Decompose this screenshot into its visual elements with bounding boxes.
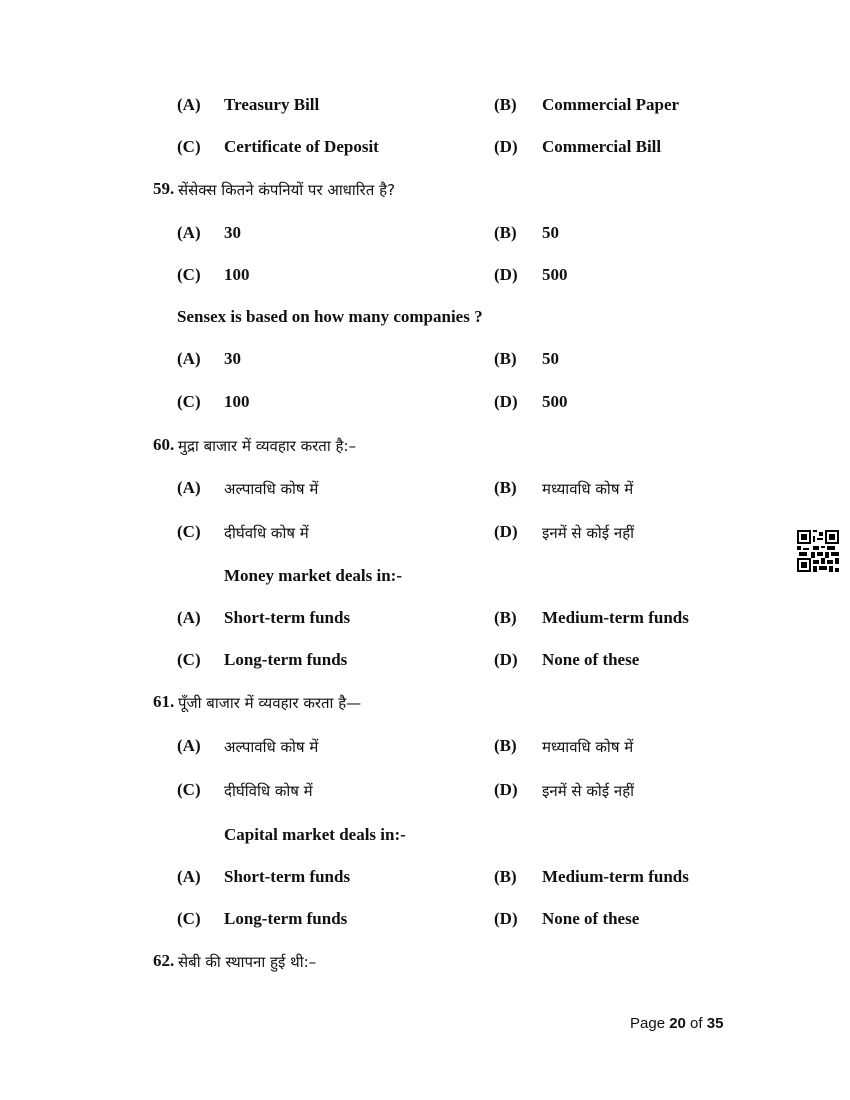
text-row-13-item-2: (D) xyxy=(494,650,518,669)
text-row-2-item-0: 59. xyxy=(153,179,175,198)
text-row-4-item-0: (C) xyxy=(177,265,201,284)
text-row-0-item-3: Commercial Paper xyxy=(542,95,680,114)
text-row-18-item-3: Medium-term funds xyxy=(542,867,689,886)
text-row-7-item-0: (C) xyxy=(177,392,201,411)
text-row-1-item-3: Commercial Bill xyxy=(542,137,662,156)
text-row-10-item-3: इनमें से कोई नहीं xyxy=(542,524,635,542)
text-row-1-item-1: Certificate of Deposit xyxy=(224,137,379,156)
text-row-19-item-3: None of these xyxy=(542,909,640,928)
text-row-1-item-2: (D) xyxy=(494,137,518,156)
text-row-0-item-1: Treasury Bill xyxy=(224,95,320,114)
text-row-0-item-0: (A) xyxy=(177,95,201,114)
text-row-9-item-2: (B) xyxy=(494,478,517,497)
text-row-15-item-1: अल्पावधि कोष में xyxy=(224,738,319,756)
text-row-8-item-1: मुद्रा बाजार में व्यवहार करता है:– xyxy=(178,437,356,455)
text-row-18-item-1: Short-term funds xyxy=(224,867,351,886)
text-row-2-item-1: सेंसेक्स कितने कंपनियों पर आधारित है? xyxy=(178,181,396,199)
text-row-12-item-3: Medium-term funds xyxy=(542,608,689,627)
text-row-5-item-0: Sensex is based on how many companies ? xyxy=(177,307,483,326)
text-row-9-item-1: अल्पावधि कोष में xyxy=(224,480,319,498)
text-row-4-item-1: 100 xyxy=(224,265,250,284)
text-row-17-item-0: Capital market deals in:- xyxy=(224,825,406,844)
text-row-15-item-0: (A) xyxy=(177,736,201,755)
text-row-20-item-1: सेबी की स्थापना हुई थी:– xyxy=(178,953,317,971)
text-row-10-item-0: (C) xyxy=(177,522,201,541)
text-row-19-item-2: (D) xyxy=(494,909,518,928)
text-row-15-item-2: (B) xyxy=(494,736,517,755)
text-row-16-item-0: (C) xyxy=(177,780,201,799)
text-row-11-item-0: Money market deals in:- xyxy=(224,566,403,585)
text-row-16-item-3: इनमें से कोई नहीं xyxy=(542,782,635,800)
text-row-8-item-0: 60. xyxy=(153,435,175,454)
page-total: 35 xyxy=(706,1015,724,1032)
text-row-12-item-2: (B) xyxy=(494,608,517,627)
text-row-7-item-1: 100 xyxy=(224,392,250,411)
text-row-3-item-1: 30 xyxy=(224,223,241,242)
qr-code-icon xyxy=(797,530,839,572)
text-row-18-item-0: (A) xyxy=(177,867,201,886)
page-footer xyxy=(630,1015,723,1032)
text-row-7-item-2: (D) xyxy=(494,392,518,411)
text-row-4-item-2: (D) xyxy=(494,265,518,284)
text-row-6-item-1: 30 xyxy=(224,349,241,368)
text-row-18-item-2: (B) xyxy=(494,867,517,886)
text-row-19-item-1: Long-term funds xyxy=(224,909,348,928)
text-row-4-item-3: 500 xyxy=(542,265,568,284)
text-row-6-item-2: (B) xyxy=(494,349,517,368)
text-row-10-item-1: दीर्घवधि कोष में xyxy=(224,524,309,542)
text-row-12-item-0: (A) xyxy=(177,608,201,627)
footer-prefix: Page xyxy=(630,1015,670,1032)
text-row-15-item-3: मध्यावधि कोष में xyxy=(542,738,634,756)
text-row-6-item-0: (A) xyxy=(177,349,201,368)
text-row-0-item-2: (B) xyxy=(494,95,517,114)
text-row-6-item-3: 50 xyxy=(542,349,559,368)
text-row-9-item-0: (A) xyxy=(177,478,201,497)
text-row-1-item-0: (C) xyxy=(177,137,201,156)
text-row-13-item-0: (C) xyxy=(177,650,201,669)
page-number: 20 xyxy=(669,1015,686,1032)
text-row-3-item-2: (B) xyxy=(494,223,517,242)
text-row-3-item-3: 50 xyxy=(542,223,559,242)
text-row-19-item-0: (C) xyxy=(177,909,201,928)
text-row-14-item-1: पूँजी बाजार में व्यवहार करता है— xyxy=(178,694,362,712)
footer-of: of xyxy=(685,1015,707,1032)
text-row-13-item-3: None of these xyxy=(542,650,640,669)
text-row-3-item-0: (A) xyxy=(177,223,201,242)
text-row-12-item-1: Short-term funds xyxy=(224,608,351,627)
text-row-16-item-1: दीर्घविधि कोष में xyxy=(224,782,313,800)
text-row-7-item-3: 500 xyxy=(542,392,568,411)
text-row-16-item-2: (D) xyxy=(494,780,518,799)
text-row-20-item-0: 62. xyxy=(153,951,175,970)
text-row-9-item-3: मध्यावधि कोष में xyxy=(542,480,634,498)
text-row-10-item-2: (D) xyxy=(494,522,518,541)
text-row-14-item-0: 61. xyxy=(153,692,175,711)
text-row-13-item-1: Long-term funds xyxy=(224,650,348,669)
